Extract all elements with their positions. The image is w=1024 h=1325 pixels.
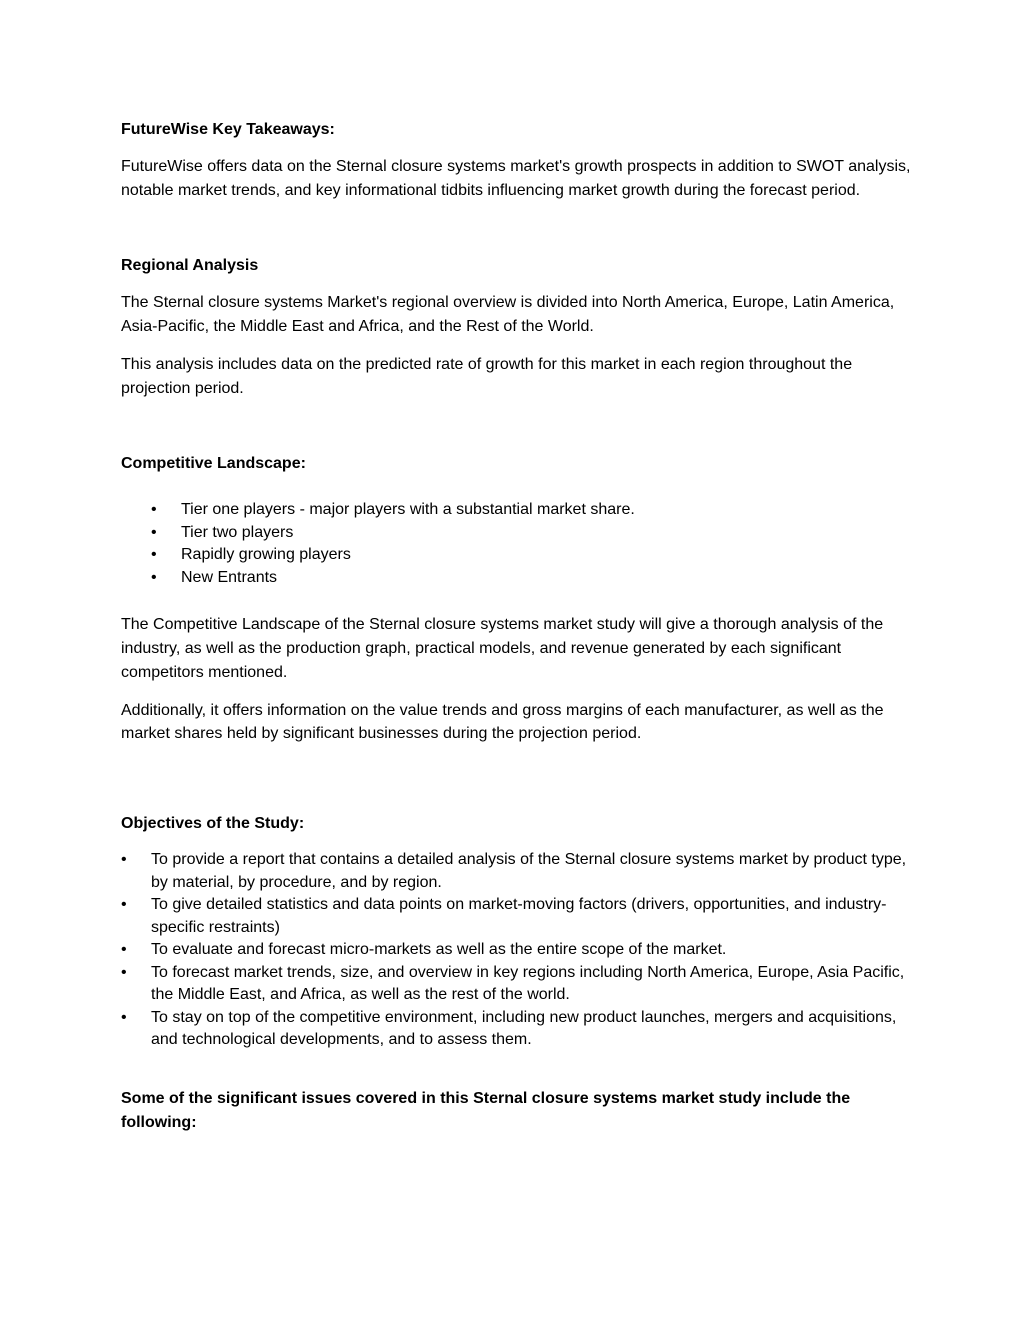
list-item-text: New Entrants [181, 568, 278, 586]
list-item-text: Rapidly growing players [181, 546, 351, 563]
bullet-icon: • [121, 963, 127, 981]
bullet-icon: • [151, 501, 157, 518]
takeaways-body: FutureWise offers data on the Sternal closure systems market's growth prospects in addition to SWOT analysis, notable market trends, and key informational tidbits influencing market growth during the forecast period. [121, 158, 911, 199]
list-item-text: Tier two players [181, 523, 294, 541]
issues-heading: Some of the significant issues covered in this Sternal closure systems market study include the following: [121, 1089, 851, 1131]
list-item-text: To provide a report that contains a detailed analysis of the Sternal closure systems market by product type, by material, by procedure, and by region. [151, 851, 907, 891]
list-item [121, 939, 911, 962]
list-item [121, 567, 911, 590]
bullet-icon: • [121, 1008, 127, 1026]
list-item [121, 544, 911, 567]
list-item-text: To forecast market trends, size, and overview in key regions including North America, Europe, Asia Pacific, the Middle East, and Africa, as well as the rest of the world. [151, 963, 905, 1003]
bullet-icon: • [121, 896, 127, 913]
list-item-text: To evaluate and forecast micro-markets as well as the entire scope of the market. [151, 941, 727, 958]
bullet-icon: • [121, 941, 127, 958]
list-item [121, 499, 911, 522]
bullet-icon: • [151, 546, 157, 563]
bullet-icon: • [121, 851, 127, 868]
list-item [121, 894, 911, 939]
competitive-paragraph-2: Additionally, it offers information on the value trends and gross margins of each manufacturer, as well as the market shares held by significant businesses during the projection period. [121, 702, 884, 742]
document-page [121, 118, 911, 1135]
list-item [121, 522, 911, 545]
regional-paragraph-1: The Sternal closure systems Market's regional overview is divided into North America, Europe, Latin America, Asia-Pacific, the Middle East and Africa, and the Rest of the World. [121, 294, 895, 335]
list-item [121, 1007, 911, 1052]
regional-paragraph-2: This analysis includes data on the predicted rate of growth for this market in each region throughout the projection period. [121, 356, 853, 397]
list-item-text: To give detailed statistics and data points on market-moving factors (drivers, opportunities, and industry-specific restraints) [151, 896, 887, 936]
regional-heading: Regional Analysis [121, 257, 259, 274]
competitive-paragraph-1: The Competitive Landscape of the Sternal closure systems market study will give a thorough analysis of the industry, as well as the production graph, practical models, and revenue generated by each significant competitors mentioned. [121, 616, 884, 681]
list-item-text: Tier one players - major players with a substantial market share. [181, 501, 635, 518]
list-item-text: To stay on top of the competitive environment, including new product launches, mergers and acquisitions, and technological developments, and to assess them. [151, 1008, 897, 1048]
list-item [121, 849, 911, 894]
objectives-list [121, 849, 911, 1052]
takeaways-heading: FutureWise Key Takeaways: [121, 121, 335, 138]
list-item [121, 962, 911, 1007]
bullet-icon: • [151, 523, 157, 541]
objectives-heading: Objectives of the Study: [121, 815, 305, 832]
competitive-heading: Competitive Landscape: [121, 455, 306, 472]
bullet-icon: • [151, 568, 157, 586]
competitive-list [121, 499, 911, 589]
